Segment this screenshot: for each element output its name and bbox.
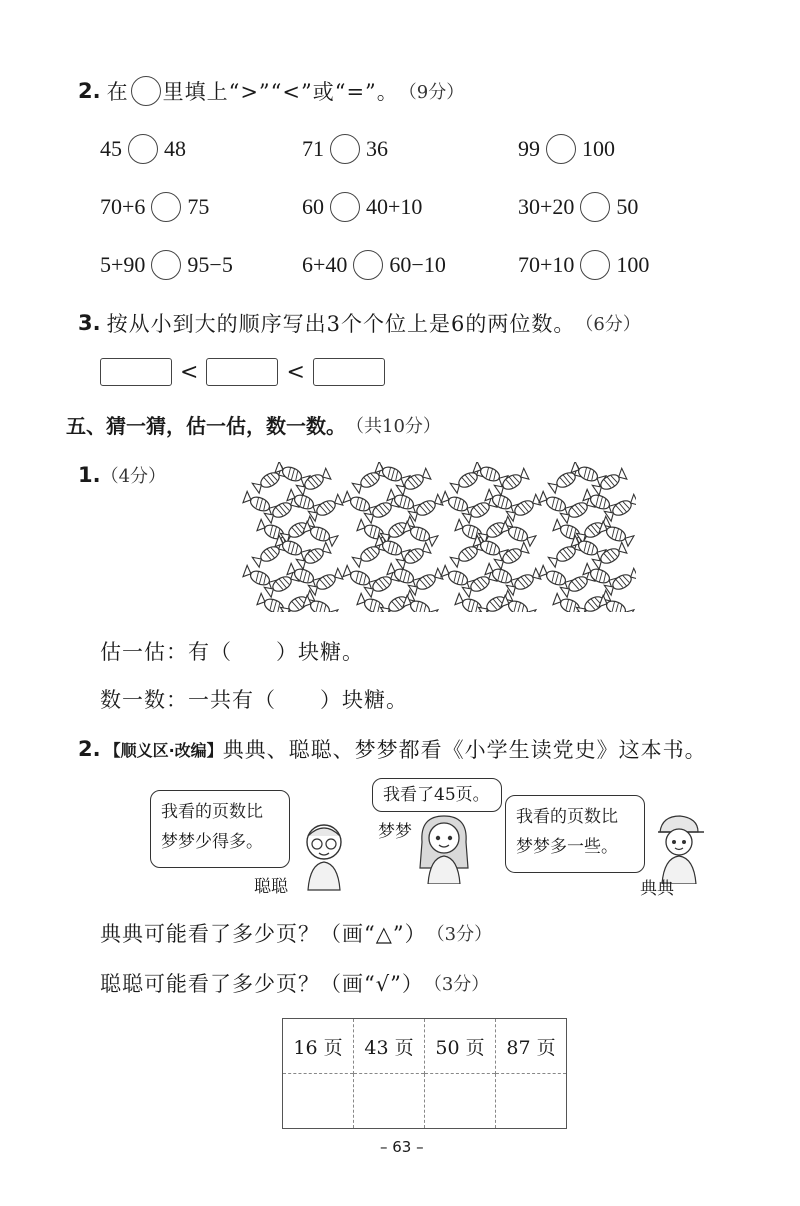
compare-left: 99 xyxy=(518,136,540,161)
candy-icon xyxy=(604,494,636,521)
q5-2-number: 2. xyxy=(78,737,101,761)
compare-right: 60−10 xyxy=(389,252,446,277)
candy-icon xyxy=(478,590,513,612)
q2-number: 2. xyxy=(78,79,101,103)
mengmeng-name: 梦梦 xyxy=(378,822,412,842)
compare-right: 75 xyxy=(187,194,210,219)
candy-icon xyxy=(402,521,438,546)
q3-heading xyxy=(78,308,641,338)
compare-item xyxy=(100,134,186,164)
q5-1-number: 1. xyxy=(78,463,101,487)
section5-heading xyxy=(66,410,441,439)
q-cong-score: （3分） xyxy=(423,974,490,995)
pages-header-row xyxy=(283,1019,567,1074)
q-dian-score: （3分） xyxy=(426,924,493,945)
less-than-sign: < xyxy=(286,359,305,385)
candy-icon xyxy=(296,542,331,569)
answer-cell[interactable] xyxy=(496,1074,567,1129)
candy-icon xyxy=(500,521,536,546)
congcong-figure xyxy=(294,820,354,892)
q3-number: 3. xyxy=(78,311,101,335)
compare-left: 45 xyxy=(100,136,122,161)
page-number: – 63 – xyxy=(380,1138,424,1156)
candy-icon xyxy=(396,468,431,495)
congcong-name: 聪聪 xyxy=(254,877,288,897)
compare-left: 6+40 xyxy=(302,252,348,277)
compare-answer-circle[interactable] xyxy=(580,250,610,280)
compare-right: 40+10 xyxy=(366,194,423,219)
q2-text-before: 在 xyxy=(106,80,129,104)
q5-2-text: 典典、聪聪、梦梦都看《小学生读党史》这本书。 xyxy=(222,738,707,762)
answer-cell[interactable] xyxy=(354,1074,425,1129)
compare-left: 70+6 xyxy=(100,194,146,219)
pages-table xyxy=(282,1018,567,1129)
compare-item xyxy=(302,250,446,280)
section5-score: （共10分） xyxy=(346,415,441,437)
answer-box-2[interactable] xyxy=(206,358,278,386)
q5-2-heading xyxy=(78,734,707,764)
compare-answer-circle[interactable] xyxy=(151,250,181,280)
order-boxes xyxy=(100,358,385,386)
compare-left: 60 xyxy=(302,194,324,219)
compare-item xyxy=(302,134,388,164)
q2-score: （9分） xyxy=(398,82,465,103)
page-option-cell: 43 页 xyxy=(354,1019,425,1074)
q5-1-score: （4分） xyxy=(100,466,167,487)
page-option-cell: 87 页 xyxy=(496,1019,567,1074)
candy-icon xyxy=(302,521,338,546)
diandian-name: 典典 xyxy=(640,879,674,899)
q5-1-heading xyxy=(78,462,166,488)
mengmeng-line1: 我看了45页。 xyxy=(383,785,490,805)
compare-left: 71 xyxy=(302,136,324,161)
compare-answer-circle[interactable] xyxy=(330,192,360,222)
candy-icon xyxy=(592,468,627,495)
candy-icon xyxy=(380,590,415,612)
compare-right: 36 xyxy=(366,136,388,161)
less-than-sign: < xyxy=(180,359,199,385)
diandian-line1: 我看的页数比 xyxy=(516,807,618,827)
compare-left: 70+10 xyxy=(518,252,575,277)
congcong-line1: 我看的页数比 xyxy=(161,802,263,822)
compare-item xyxy=(518,134,615,164)
pages-answer-row xyxy=(283,1074,567,1129)
section5-title: 五、猜一猜，估一估，数一数。 xyxy=(66,414,346,438)
compare-item xyxy=(518,192,638,222)
congcong-bubble xyxy=(150,790,290,868)
candy-icon xyxy=(296,468,331,495)
compare-answer-circle[interactable] xyxy=(330,134,360,164)
compare-right: 95−5 xyxy=(187,252,233,277)
blank-circle-sample xyxy=(131,76,161,106)
candy-icon xyxy=(402,595,438,612)
q2-text-after: 里填上“>”“<”或“=”。 xyxy=(162,80,399,104)
diandian-line2: 梦梦多一些。 xyxy=(516,837,618,857)
compare-item xyxy=(100,250,233,280)
compare-right: 50 xyxy=(616,194,639,219)
compare-left: 5+90 xyxy=(100,252,146,277)
q2-heading xyxy=(78,76,464,106)
mengmeng-bubble xyxy=(372,778,502,812)
q-dian-line xyxy=(100,918,492,948)
compare-answer-circle[interactable] xyxy=(128,134,158,164)
candy-icon xyxy=(598,595,634,612)
candy-icon xyxy=(494,468,529,495)
q-cong-text: 聪聪可能看了多少页？（画“√”） xyxy=(100,972,424,996)
q-dian-text: 典典可能看了多少页？（画“△”） xyxy=(100,922,427,946)
congcong-line2: 梦梦少得多。 xyxy=(161,832,263,852)
compare-answer-circle[interactable] xyxy=(353,250,383,280)
candy-illustration xyxy=(236,462,636,612)
candy-icon xyxy=(500,595,536,612)
candy-icon xyxy=(302,595,338,612)
compare-left: 30+20 xyxy=(518,194,575,219)
compare-item xyxy=(302,192,422,222)
q-cong-line xyxy=(100,968,489,998)
compare-answer-circle[interactable] xyxy=(151,192,181,222)
answer-cell[interactable] xyxy=(425,1074,496,1129)
compare-right: 100 xyxy=(616,252,650,277)
page-option-cell: 50 页 xyxy=(425,1019,496,1074)
compare-answer-circle[interactable] xyxy=(546,134,576,164)
q3-score: （6分） xyxy=(575,314,641,335)
count-line: 数一数：一共有（ ）块糖。 xyxy=(100,688,408,712)
compare-item xyxy=(518,250,649,280)
answer-cell[interactable] xyxy=(283,1074,354,1129)
estimate-line: 估一估：有（ ）块糖。 xyxy=(100,640,364,664)
compare-item xyxy=(100,192,209,222)
candy-icon xyxy=(396,542,431,569)
mengmeng-figure xyxy=(414,812,474,884)
candy-icon xyxy=(280,590,315,612)
candy-icon xyxy=(576,590,611,612)
q5-2-source: 【顺义区·改编】 xyxy=(104,740,223,760)
candy-icon xyxy=(598,521,634,546)
diandian-bubble xyxy=(505,795,645,873)
compare-answer-circle[interactable] xyxy=(580,192,610,222)
answer-box-1[interactable] xyxy=(100,358,172,386)
q3-text: 按从小到大的顺序写出3个个位上是6的两位数。 xyxy=(106,312,576,336)
page-option-cell: 16 页 xyxy=(293,1036,343,1059)
candy-icon xyxy=(592,542,627,569)
answer-box-3[interactable] xyxy=(313,358,385,386)
compare-right: 48 xyxy=(164,136,186,161)
candy-icon xyxy=(494,542,529,569)
compare-right: 100 xyxy=(582,136,615,161)
candy-icon xyxy=(604,568,636,595)
